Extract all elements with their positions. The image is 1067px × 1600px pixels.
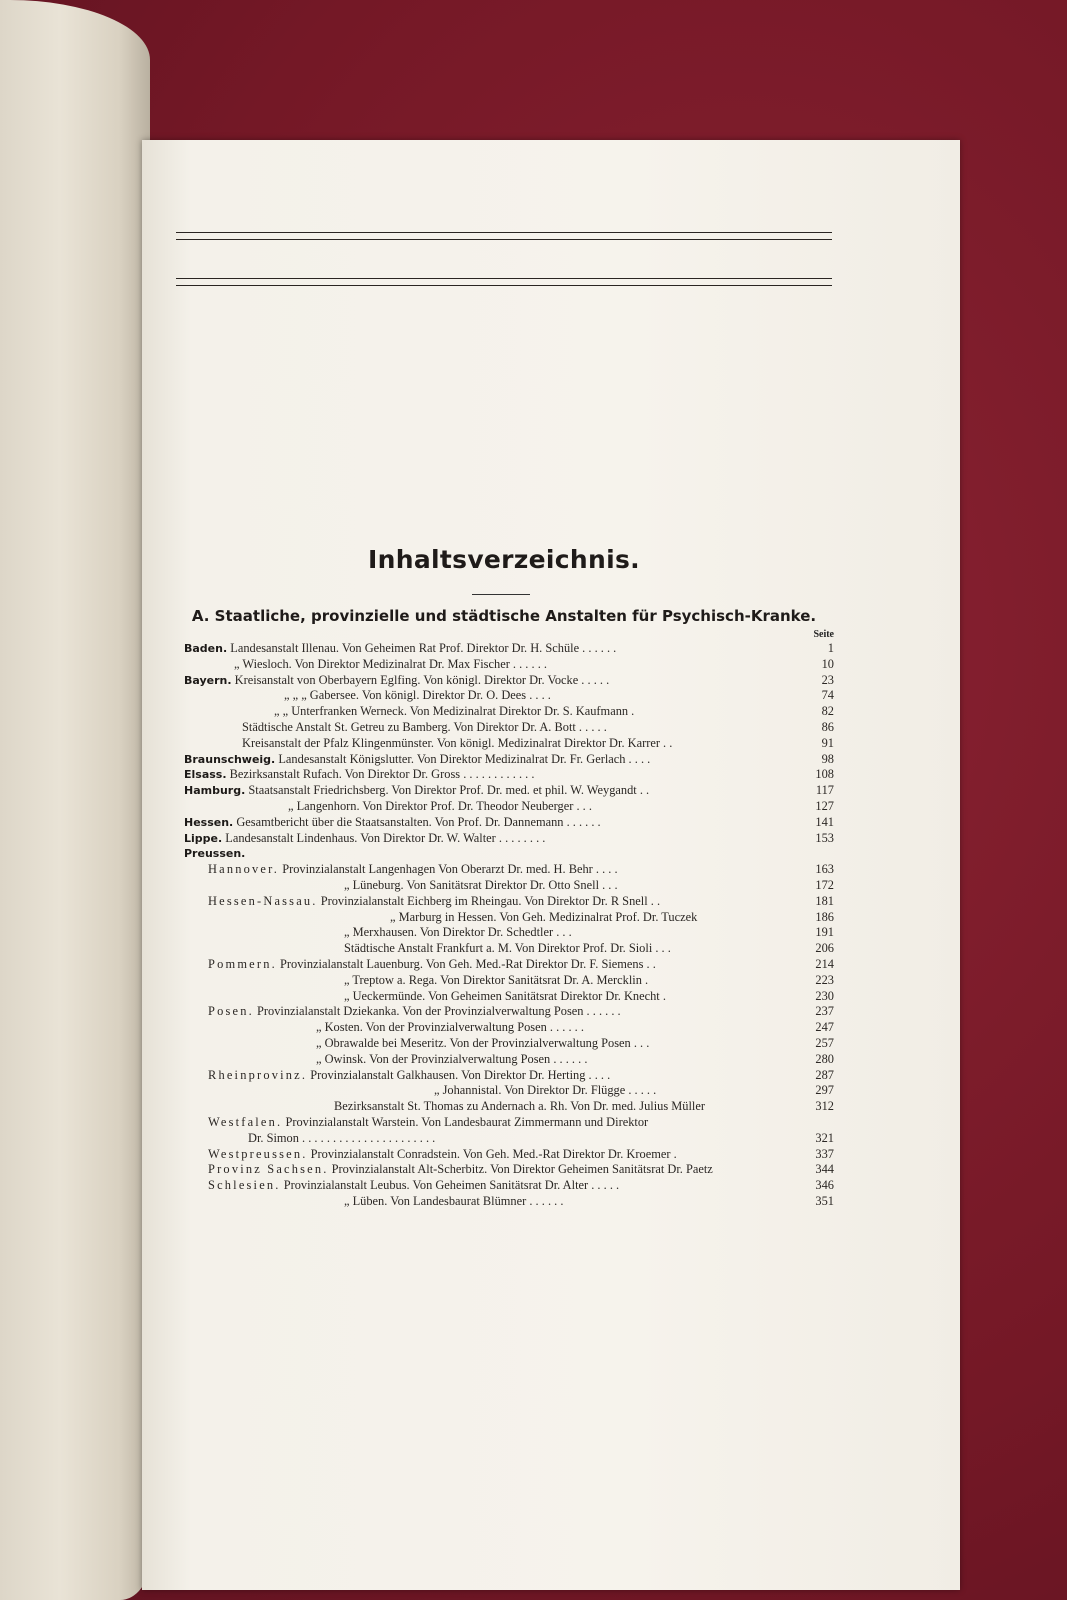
toc-entry xyxy=(184,1131,834,1147)
toc-entry xyxy=(184,862,834,878)
toc-entry-text xyxy=(390,910,697,926)
toc-section-label: Provinz Sachsen. xyxy=(208,1162,329,1177)
toc-entry-title: Provinzialanstalt Langenhagen Von Oberarzt Dr. med. H. Behr . . . . xyxy=(282,862,618,877)
toc-entry-text xyxy=(344,878,618,894)
toc-entry xyxy=(184,1052,834,1068)
toc-page-number: 23 xyxy=(821,672,834,687)
toc-page-number: 86 xyxy=(821,719,834,734)
toc-page-number: 351 xyxy=(815,1193,834,1208)
toc-entry xyxy=(184,957,834,973)
toc-entry xyxy=(184,910,834,926)
toc-entry-text xyxy=(242,736,672,752)
top-double-rule xyxy=(176,232,832,246)
toc-page-number: 117 xyxy=(815,783,834,798)
bottom-double-rule xyxy=(176,278,832,292)
toc-entry-text xyxy=(248,1131,435,1147)
toc-entry-title: „ Johannistal. Von Direktor Dr. Flügge . . . . . xyxy=(434,1083,657,1098)
toc-entry-text xyxy=(184,815,601,831)
toc-page-number: 206 xyxy=(815,941,834,956)
toc-entry-text xyxy=(316,1020,584,1036)
toc-entry xyxy=(184,973,834,989)
toc-entry-text xyxy=(208,1004,621,1020)
toc-entry-title: Gesamtbericht über die Staatsanstalten. Von Prof. Dr. Dannemann . . . . . . xyxy=(236,814,601,829)
toc-entry-text xyxy=(316,1036,649,1052)
toc-page-number: 337 xyxy=(815,1146,834,1161)
toc-entry-text xyxy=(184,641,616,657)
toc-entry xyxy=(184,831,834,847)
toc-page-number: 297 xyxy=(815,1083,834,1098)
toc-entry xyxy=(184,1194,834,1210)
book-page xyxy=(142,140,960,1590)
toc-entry-title: „ Kosten. Von der Provinzialverwaltung Posen . . . . . . xyxy=(316,1020,584,1035)
toc-entry xyxy=(184,1004,834,1020)
toc-page-number: 223 xyxy=(815,972,834,987)
toc-entry xyxy=(184,925,834,941)
toc-entry-title: „ Lüben. Von Landesbaurat Blümner . . . . . . xyxy=(344,1193,564,1208)
toc-entry-text xyxy=(344,941,671,957)
toc-page-number: 237 xyxy=(815,1004,834,1019)
toc-page-number: 346 xyxy=(815,1178,834,1193)
toc-page-number: 91 xyxy=(821,735,834,750)
toc-section-label: Hamburg. xyxy=(184,784,246,798)
toc-entry-title: Dr. Simon . . . . . . . . . . . . . . . . . . . . . . xyxy=(248,1130,436,1145)
toc-entry xyxy=(184,1162,834,1178)
toc-entry-title: „ Lüneburg. Von Sanitätsrat Direktor Dr. Otto Snell . . . xyxy=(344,877,618,892)
page-title: Inhaltsverzeichnis. xyxy=(368,545,640,574)
toc-entry-title: „ Treptow a. Rega. Von Direktor Sanitätsrat Dr. A. Mercklin . xyxy=(344,972,649,987)
toc-entry-text xyxy=(284,688,551,704)
toc-entry-text xyxy=(316,1052,587,1068)
toc-entry xyxy=(184,846,834,862)
toc-page-number: 257 xyxy=(815,1035,834,1050)
toc-entry-title: Städtische Anstalt St. Getreu zu Bamberg. Von Direktor Dr. A. Bott . . . . . xyxy=(242,719,607,734)
toc-entry xyxy=(184,720,834,736)
toc-page-number: 127 xyxy=(815,798,834,813)
toc-page-number: 82 xyxy=(821,704,834,719)
toc-entry-text xyxy=(434,1083,656,1099)
toc-section-label: Baden. xyxy=(184,642,228,655)
toc-section-label: Bayern. xyxy=(184,673,232,687)
toc-page-number: 247 xyxy=(815,1020,834,1035)
toc-page-number: 191 xyxy=(815,925,834,940)
toc-entry-text xyxy=(234,657,547,673)
toc-page-number: 98 xyxy=(821,751,834,766)
toc-page-number: 321 xyxy=(815,1130,834,1145)
toc-entry xyxy=(184,736,834,752)
toc-entry-title: „ Wiesloch. Von Direktor Medizinalrat Dr. Max Fischer . . . . . . xyxy=(234,656,547,671)
toc-section-label: Lippe. xyxy=(184,831,223,845)
toc-entry xyxy=(184,673,834,689)
toc-entry-title: „ Langenhorn. Von Direktor Prof. Dr. Theodor Neuberger . . . xyxy=(288,798,592,813)
toc-section-label: Preussen. xyxy=(184,847,246,861)
toc-entry xyxy=(184,1178,834,1194)
toc-entry-text xyxy=(208,1162,713,1178)
toc-entry-text xyxy=(344,973,648,989)
toc-page-number: 108 xyxy=(815,767,834,782)
toc-entry xyxy=(184,1099,834,1115)
toc-entry-title: „ Obrawalde bei Meseritz. Von der Provinzialverwaltung Posen . . . xyxy=(316,1035,650,1050)
toc-entry xyxy=(184,783,834,799)
title-divider xyxy=(472,594,530,595)
toc-entry-title: „ „ „ Gabersee. Von königl. Direktor Dr. O. Dees . . . . xyxy=(284,688,551,703)
toc-entry-title: Landesanstalt Illenau. Von Geheimen Rat Prof. Direktor Dr. H. Schüle . . . . . . xyxy=(230,641,617,655)
toc-page-number: 163 xyxy=(815,862,834,877)
toc-section-label: Braunschweig. xyxy=(184,752,276,766)
toc-page-number: 230 xyxy=(815,988,834,1003)
toc-page-number: 312 xyxy=(815,1099,834,1114)
toc-entry-text xyxy=(208,894,660,910)
page-column-header: Seite xyxy=(813,629,834,640)
toc-entry xyxy=(184,767,834,783)
toc-entry-title: Bezirksanstalt St. Thomas zu Andernach a. Rh. Von Dr. med. Julius Müller xyxy=(334,1099,705,1114)
toc-entry xyxy=(184,815,834,831)
toc-entry xyxy=(184,1115,834,1131)
toc-entry-title: Provinzialanstalt Conradstein. Von Geh. Med.-Rat Direktor Dr. Kroemer . xyxy=(310,1146,677,1161)
toc-entry-text xyxy=(208,862,618,878)
toc-section-label: Pommern. xyxy=(208,956,277,971)
toc-entry-text xyxy=(344,925,572,941)
toc-entry-title: „ Ueckermünde. Von Geheimen Sanitätsrat Direktor Dr. Knecht . xyxy=(344,988,666,1003)
toc-entry-title: Städtische Anstalt Frankfurt a. M. Von Direktor Prof. Dr. Sioli . . . xyxy=(344,941,671,956)
toc-entry-title: Provinzialanstalt Dziekanka. Von der Provinzialverwaltung Posen . . . . . . xyxy=(257,1004,621,1019)
toc-entry xyxy=(184,878,834,894)
toc-entry-title: Kreisanstalt der Pfalz Klingenmünster. Von königl. Medizinalrat Direktor Dr. Karrer . . xyxy=(242,735,673,750)
toc-entry-title: Bezirksanstalt Rufach. Von Direktor Dr. Gross . . . . . . . . . . . . xyxy=(229,767,535,782)
toc-entry-title: Provinzialanstalt Warstein. Von Landesbaurat Zimmermann und Direktor xyxy=(285,1114,649,1129)
toc-entry-text xyxy=(208,1115,648,1131)
toc-section-label: Posen. xyxy=(208,1004,254,1019)
table-of-contents xyxy=(184,641,834,1210)
toc-page-number: 172 xyxy=(815,877,834,892)
toc-section-label: Hessen-Nassau. xyxy=(208,893,318,908)
toc-entry-text xyxy=(208,1178,619,1194)
toc-entry-title: Provinzialanstalt Lauenburg. Von Geh. Med.-Rat Direktor Dr. F. Siemens . . xyxy=(280,956,656,971)
toc-entry-text xyxy=(184,846,245,862)
toc-entry xyxy=(184,894,834,910)
toc-entry-text xyxy=(184,783,649,799)
toc-entry-text xyxy=(288,799,592,815)
toc-entry-title: Provinzialanstalt Galkhausen. Von Direktor Dr. Herting . . . . xyxy=(310,1067,611,1082)
toc-entry-text xyxy=(208,957,656,973)
toc-entry-text xyxy=(334,1099,705,1115)
toc-page-number: 181 xyxy=(815,893,834,908)
toc-entry-title: Provinzialanstalt Eichberg im Rheingau. Von Direktor Dr. R Snell . . xyxy=(320,893,661,908)
toc-page-number: 344 xyxy=(815,1162,834,1177)
toc-entry-title: „ „ Unterfranken Werneck. Von Medizinalrat Direktor Dr. S. Kaufmann . xyxy=(274,704,635,719)
toc-entry-title: „ Marburg in Hessen. Von Geh. Medizinalrat Prof. Dr. Tuczek xyxy=(390,909,698,924)
toc-page-number: 214 xyxy=(815,956,834,971)
toc-section-label: Rheinprovinz. xyxy=(208,1067,308,1082)
toc-entry xyxy=(184,989,834,1005)
toc-entry-text xyxy=(184,831,545,847)
toc-entry-title: Provinzialanstalt Alt-Scherbitz. Von Direktor Geheimen Sanitätsrat Dr. Paetz xyxy=(331,1162,713,1177)
toc-section-label: Elsass. xyxy=(184,768,227,782)
toc-entry-text xyxy=(208,1068,610,1084)
toc-entry-text xyxy=(208,1147,677,1163)
toc-entry-title: „ Merxhausen. Von Direktor Dr. Schedtler . . . xyxy=(344,925,572,940)
toc-entry-title: Staatsanstalt Friedrichsberg. Von Direktor Prof. Dr. med. et phil. W. Weygandt . . xyxy=(248,783,650,798)
toc-page-number: 74 xyxy=(821,688,834,703)
section-heading: A. Staatliche, provinzielle und städtische Anstalten für Psychisch-Kranke. xyxy=(191,607,817,625)
toc-entry xyxy=(184,704,834,720)
toc-entry xyxy=(184,1020,834,1036)
toc-entry-title: Provinzialanstalt Leubus. Von Geheimen Sanitätsrat Dr. Alter . . . . . xyxy=(283,1178,620,1193)
toc-entry xyxy=(184,641,834,657)
toc-page-number: 10 xyxy=(821,656,834,671)
toc-section-label: Westpreussen. xyxy=(208,1146,308,1161)
toc-entry-title: Kreisanstalt von Oberbayern Eglfing. Von königl. Direktor Dr. Vocke . . . . . xyxy=(234,672,610,687)
toc-section-label: Westfalen. xyxy=(208,1114,283,1129)
toc-section-label: Hannover. xyxy=(208,862,280,877)
toc-section-label: Hessen. xyxy=(184,815,234,829)
toc-entry-title: „ Owinsk. Von der Provinzialverwaltung Posen . . . . . . xyxy=(316,1051,588,1066)
toc-section-label: Schlesien. xyxy=(208,1178,281,1193)
left-page-edge xyxy=(0,0,150,1600)
toc-entry xyxy=(184,1068,834,1084)
toc-page-number: 287 xyxy=(815,1067,834,1082)
toc-entry-text xyxy=(184,752,650,768)
toc-entry-text xyxy=(344,1194,563,1210)
toc-entry xyxy=(184,1083,834,1099)
toc-page-number: 141 xyxy=(815,814,834,829)
toc-entry xyxy=(184,688,834,704)
toc-entry xyxy=(184,1036,834,1052)
toc-entry xyxy=(184,799,834,815)
toc-entry-text xyxy=(274,704,634,720)
toc-page-number: 153 xyxy=(815,830,834,845)
toc-entry-title: Landesanstalt Lindenhaus. Von Direktor Dr. W. Walter . . . . . . . . xyxy=(225,830,546,845)
toc-page-number: 280 xyxy=(815,1051,834,1066)
toc-entry-title: Landesanstalt Königslutter. Von Direktor Medizinalrat Dr. Fr. Gerlach . . . . xyxy=(278,751,651,766)
toc-entry xyxy=(184,1147,834,1163)
toc-entry xyxy=(184,941,834,957)
toc-page-number: 186 xyxy=(815,909,834,924)
toc-page-number: 1 xyxy=(827,641,834,655)
toc-entry xyxy=(184,657,834,673)
toc-entry-text xyxy=(184,767,534,783)
toc-entry-text xyxy=(184,673,609,689)
toc-entry-text xyxy=(242,720,607,736)
toc-entry-text xyxy=(344,989,666,1005)
toc-entry xyxy=(184,752,834,768)
